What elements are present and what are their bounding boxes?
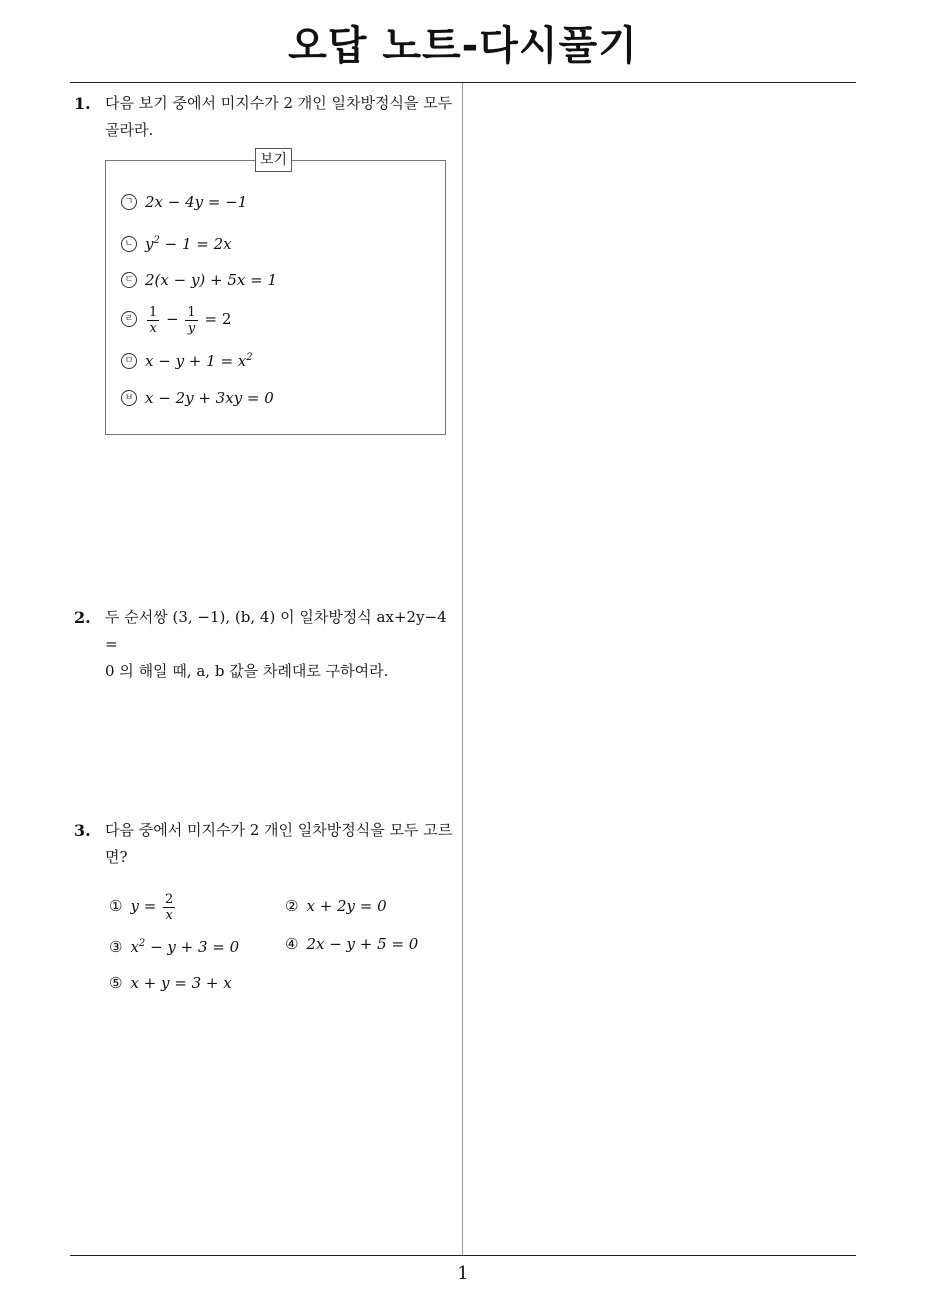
equation: 2(x − y) + 5x = 1 [145,271,278,289]
equation: 2x − 4y = −1 [145,193,248,211]
problem-3 [70,817,458,871]
bogi-item [121,190,247,214]
choice-2[interactable]: ② x + 2y = 0 [285,897,387,915]
problem-text-line: 다음 보기 중에서 미지수가 2 개인 일차방정식을 모두 [105,94,453,112]
problem-number: 1. [74,94,91,113]
problem-2 [70,604,458,685]
top-rule [70,82,856,83]
fraction: $\frac{1}{x}$ [149,304,158,336]
problem-number: 3. [74,821,91,840]
problem-text-line: 0 의 해일 때, a, b 값을 차례대로 구하여라. [105,662,389,680]
problem-text-line: 다음 중에서 미지수가 2 개인 일차방정식을 모두 고르 [105,821,453,839]
problem-text-line: 면? [105,848,128,866]
column-divider [462,83,463,1256]
bogi-item: ㄹ $\frac{1}{x}$ − $\frac{1}{y}$ = 2 [121,300,231,338]
problem-text-line: 두 순서쌍 (3, −1), (b, 4) 이 일차방정식 ax+2y−4 = [105,608,447,653]
problem-1 [70,90,458,144]
choice-3[interactable]: ③ $x^2 - y + 3 = 0$ [109,938,240,956]
choice-4[interactable]: ④ 2x − y + 5 = 0 [285,935,419,953]
choice-mark: ① [109,897,123,915]
bogi-label: 보기 [255,148,292,172]
circled-mark: ㄱ [121,194,137,210]
problem-number: 2. [74,608,91,627]
bogi-item [121,386,274,410]
equation: $x - y + 1 = x^2$ [145,352,253,370]
page-number: 1 [457,1263,469,1284]
equation: $y^2 - 1 = 2x$ [145,235,232,253]
page-title: 오답 노트-다시풀기 [288,23,638,69]
bogi-item [121,346,253,370]
choice-1[interactable]: ① y = $\frac{2}{x}$ [109,891,174,923]
choice-mark: ④ [285,935,299,953]
circled-mark: ㄷ [121,272,137,288]
choice-mark: ⑤ [109,974,123,992]
equation: x − 2y + 3xy = 0 [145,389,274,407]
circled-mark: ㅁ [121,353,137,369]
bogi-item [121,268,277,292]
bottom-rule [70,1255,856,1256]
choice-mark: ② [285,897,299,915]
fraction: $\frac{2}{x}$ [165,891,174,923]
circled-mark: ㅂ [121,390,137,406]
fraction: $\frac{1}{y}$ [187,304,196,336]
bogi-item [121,229,232,253]
choice-mark: ③ [109,938,123,956]
problem-text-line: 골라라. [105,121,154,139]
choice-5[interactable]: ⑤ x + y = 3 + x [109,974,232,992]
circled-mark: ㄹ [121,311,137,327]
circled-mark: ㄴ [121,236,137,252]
